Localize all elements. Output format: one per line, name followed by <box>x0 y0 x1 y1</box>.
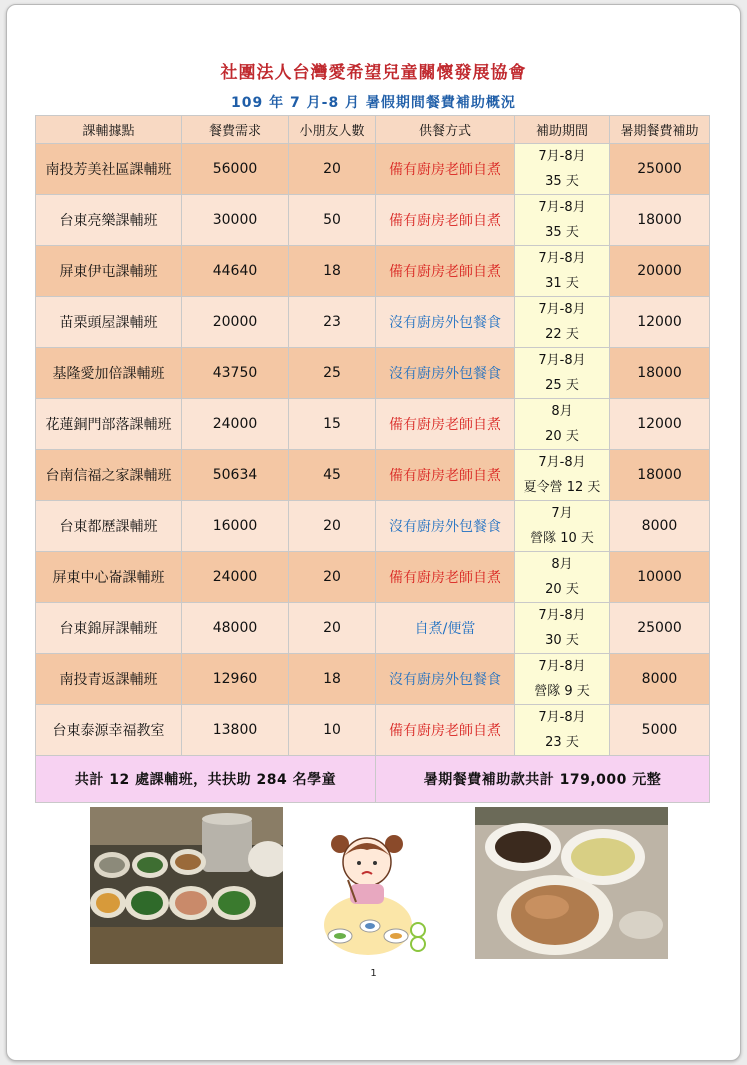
need-cell: 20000 <box>182 297 289 348</box>
site-cell: 花蓮銅門部落課輔班 <box>36 399 182 450</box>
subsidy-cell: 20000 <box>610 246 710 297</box>
period-cell <box>515 705 610 756</box>
period-days: 25 天 <box>545 378 579 393</box>
meal-cell: 備有廚房老師自煮 <box>376 246 515 297</box>
column-header: 暑期餐費補助 <box>610 116 710 144</box>
table-header-row <box>36 116 710 144</box>
kids-cell: 18 <box>289 246 376 297</box>
period-cell <box>515 552 610 603</box>
table-row <box>36 297 710 348</box>
period-months: 7月 <box>551 506 573 521</box>
period-cell <box>515 144 610 195</box>
kids-cell: 45 <box>289 450 376 501</box>
meal-cell: 沒有廚房外包餐食 <box>376 501 515 552</box>
kids-cell: 20 <box>289 144 376 195</box>
period-months: 8月 <box>551 404 573 419</box>
period-days: 30 天 <box>545 633 579 648</box>
table-row <box>36 450 710 501</box>
table-row <box>36 144 710 195</box>
need-cell: 48000 <box>182 603 289 654</box>
period-months: 7月-8月 <box>538 659 586 674</box>
subsidy-cell: 10000 <box>610 552 710 603</box>
period-cell <box>515 195 610 246</box>
kids-cell: 50 <box>289 195 376 246</box>
site-cell: 南投芳美社區課輔班 <box>36 144 182 195</box>
need-cell: 13800 <box>182 705 289 756</box>
kids-cell: 15 <box>289 399 376 450</box>
period-cell <box>515 246 610 297</box>
page-title: 社團法人台灣愛希望兒童關懷發展協會 <box>220 63 527 83</box>
table-row <box>36 501 710 552</box>
period-days: 35 天 <box>545 174 579 189</box>
period-cell <box>515 297 610 348</box>
period-months: 7月-8月 <box>538 200 586 215</box>
period-days: 22 天 <box>545 327 579 342</box>
meal-cell: 沒有廚房外包餐食 <box>376 297 515 348</box>
need-cell: 24000 <box>182 552 289 603</box>
subsidy-cell: 18000 <box>610 348 710 399</box>
photo-vegetable-dishes-graphic <box>90 807 283 964</box>
kids-cell: 25 <box>289 348 376 399</box>
site-cell: 台東泰源幸福教室 <box>36 705 182 756</box>
meal-cell: 備有廚房老師自煮 <box>376 450 515 501</box>
column-header: 餐費需求 <box>182 116 289 144</box>
page-number: 1 <box>370 968 377 979</box>
photo-fried-dishes <box>475 807 668 959</box>
period-cell <box>515 603 610 654</box>
column-header: 課輔據點 <box>36 116 182 144</box>
total-summary-right: 暑期餐費補助款共計 179,000 元整 <box>376 756 710 803</box>
page-subtitle: 109 年 7 月-8 月 暑假期間餐費補助概況 <box>231 95 516 111</box>
site-cell: 南投青返課輔班 <box>36 654 182 705</box>
period-days: 夏令營 12 天 <box>523 480 601 495</box>
column-header: 補助期間 <box>515 116 610 144</box>
period-cell <box>515 348 610 399</box>
period-months: 7月-8月 <box>538 149 586 164</box>
subsidy-cell: 5000 <box>610 705 710 756</box>
site-cell: 屏東中心崙課輔班 <box>36 552 182 603</box>
site-cell: 基隆愛加倍課輔班 <box>36 348 182 399</box>
period-months: 7月-8月 <box>538 608 586 623</box>
site-cell: 台南信福之家課輔班 <box>36 450 182 501</box>
subsidy-cell: 12000 <box>610 399 710 450</box>
period-months: 7月-8月 <box>538 455 586 470</box>
column-header: 小朋友人數 <box>289 116 376 144</box>
meal-cell: 備有廚房老師自煮 <box>376 705 515 756</box>
subsidy-table <box>35 115 710 803</box>
table-row <box>36 654 710 705</box>
table-row <box>36 246 710 297</box>
subsidy-cell: 25000 <box>610 144 710 195</box>
table-row <box>36 348 710 399</box>
subsidy-cell: 8000 <box>610 654 710 705</box>
kids-cell: 10 <box>289 705 376 756</box>
need-cell: 50634 <box>182 450 289 501</box>
photo-fried-dishes-graphic <box>475 807 668 959</box>
subsidy-cell: 12000 <box>610 297 710 348</box>
need-cell: 24000 <box>182 399 289 450</box>
period-cell <box>515 501 610 552</box>
period-cell <box>515 450 610 501</box>
period-months: 7月-8月 <box>538 710 586 725</box>
kids-cell: 20 <box>289 501 376 552</box>
kids-cell: 23 <box>289 297 376 348</box>
site-cell: 屏東伊屯課輔班 <box>36 246 182 297</box>
column-header: 供餐方式 <box>376 116 515 144</box>
table-row <box>36 399 710 450</box>
site-cell: 台東亮樂課輔班 <box>36 195 182 246</box>
meal-cell: 沒有廚房外包餐食 <box>376 654 515 705</box>
meal-cell: 備有廚房老師自煮 <box>376 552 515 603</box>
period-months: 8月 <box>551 557 573 572</box>
period-cell <box>515 399 610 450</box>
need-cell: 12960 <box>182 654 289 705</box>
period-months: 7月-8月 <box>538 302 586 317</box>
meal-cell: 備有廚房老師自煮 <box>376 144 515 195</box>
period-days: 31 天 <box>545 276 579 291</box>
subsidy-cell: 8000 <box>610 501 710 552</box>
period-days: 20 天 <box>545 582 579 597</box>
table-row <box>36 552 710 603</box>
need-cell: 44640 <box>182 246 289 297</box>
kids-cell: 20 <box>289 603 376 654</box>
drawing-girl-eating <box>318 830 430 960</box>
need-cell: 56000 <box>182 144 289 195</box>
period-cell <box>515 654 610 705</box>
kids-cell: 20 <box>289 552 376 603</box>
period-months: 7月-8月 <box>538 353 586 368</box>
meal-cell: 沒有廚房外包餐食 <box>376 348 515 399</box>
site-cell: 台東都歷課輔班 <box>36 501 182 552</box>
total-row <box>36 756 710 803</box>
subsidy-cell: 25000 <box>610 603 710 654</box>
period-days: 35 天 <box>545 225 579 240</box>
need-cell: 16000 <box>182 501 289 552</box>
site-cell: 台東錦屏課輔班 <box>36 603 182 654</box>
need-cell: 43750 <box>182 348 289 399</box>
site-cell: 苗栗頭屋課輔班 <box>36 297 182 348</box>
kids-cell: 18 <box>289 654 376 705</box>
table-row <box>36 195 710 246</box>
subsidy-cell: 18000 <box>610 195 710 246</box>
photo-vegetable-dishes <box>90 807 283 964</box>
period-days: 20 天 <box>545 429 579 444</box>
need-cell: 30000 <box>182 195 289 246</box>
table-row <box>36 603 710 654</box>
period-days: 營隊 9 天 <box>534 684 590 699</box>
meal-cell: 備有廚房老師自煮 <box>376 195 515 246</box>
meal-cell: 備有廚房老師自煮 <box>376 399 515 450</box>
drawing-girl-eating-graphic <box>318 830 430 960</box>
meal-cell: 自煮/便當 <box>376 603 515 654</box>
subsidy-cell: 18000 <box>610 450 710 501</box>
period-months: 7月-8月 <box>538 251 586 266</box>
period-days: 營隊 10 天 <box>530 531 594 546</box>
total-summary-left: 共計 12 處課輔班，共扶助 284 名學童 <box>36 756 376 803</box>
table-row <box>36 705 710 756</box>
period-days: 23 天 <box>545 735 579 750</box>
